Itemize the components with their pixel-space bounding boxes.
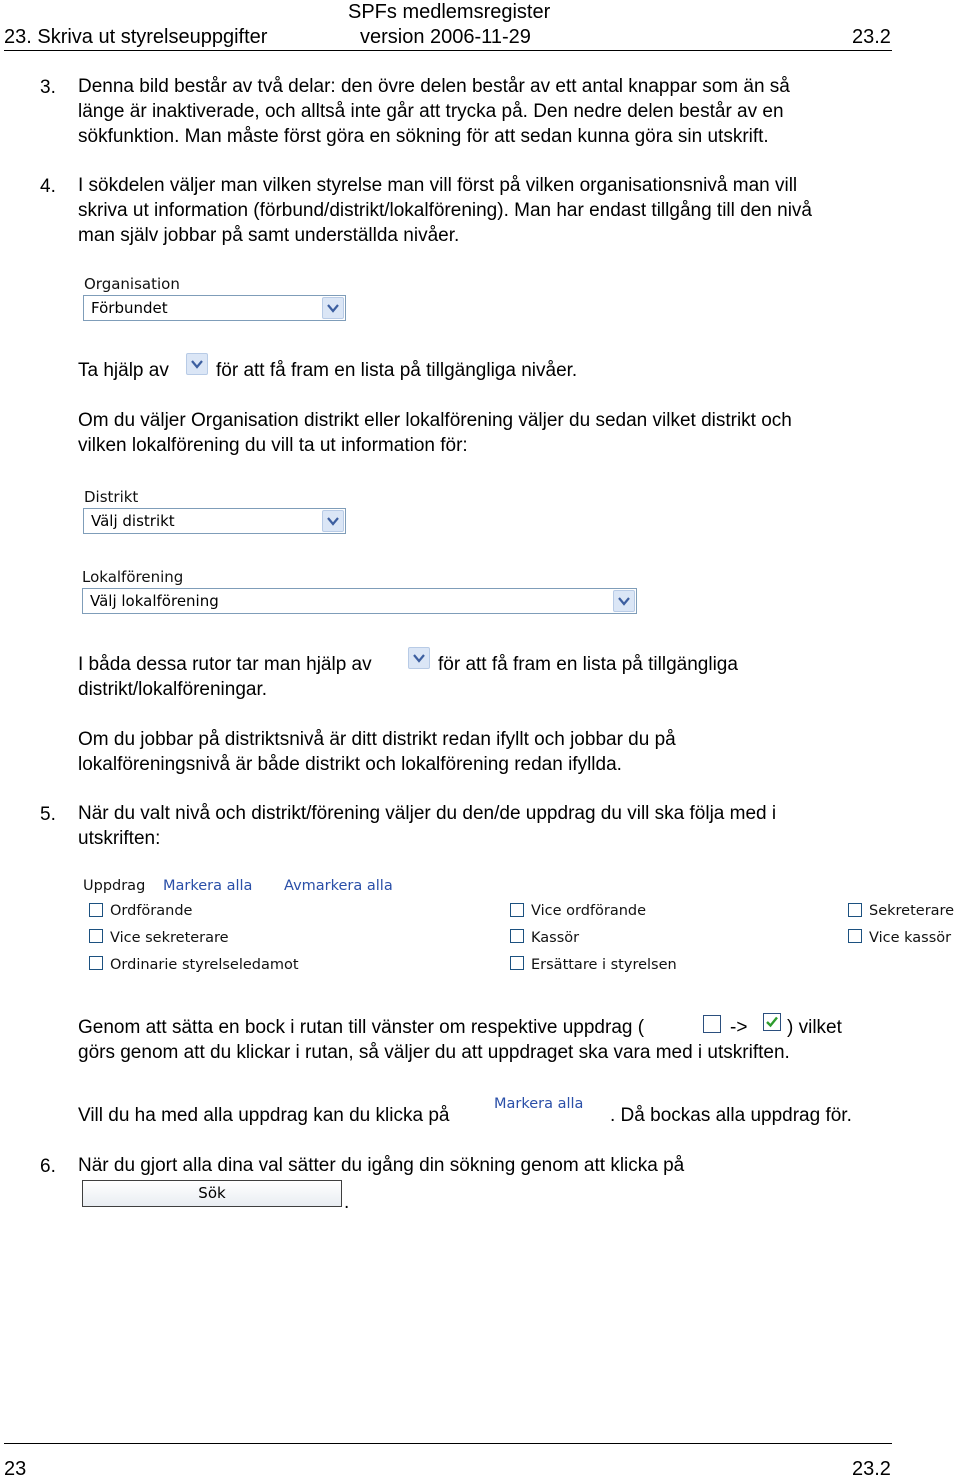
role-label-sekreterare: Sekreterare [869,903,955,919]
check-text-arrow: -> [730,1017,748,1038]
footer-chapter-number: 23 [4,1458,27,1480]
lokalforening-dropdown-button[interactable] [613,590,635,612]
lokalforening-select-value: Välj lokalförening [90,592,219,610]
chevron-down-icon [413,654,425,663]
step3-line-2: länge är inaktiverade, och alltså inte går att trycka på. Den nedre delen består av en [78,101,784,122]
both-text-line-2: distrikt/lokalföreningar. [78,679,268,700]
footer-rule [4,1443,892,1444]
check-text-after: ) vilket [787,1017,842,1038]
step3-line-3: sökfunktion. Man måste först göra en sökning för att sedan kunna göra sin utskrift. [78,126,769,147]
checkbox-ordforande[interactable] [89,903,103,917]
all-text-before: Vill du ha med alla uppdrag kan du klicka på [78,1105,450,1126]
step6-line-1: När du gjort alla dina val sätter du igång din sökning genom att klicka på [78,1155,685,1176]
step-number-3: 3. [40,77,56,98]
step6-trailing-period: . [344,1192,350,1213]
checkbox-kassor[interactable] [510,929,524,943]
header-chapter-title: 23. Skriva ut styrelseuppgifter [4,26,268,48]
chevron-down-icon [191,360,203,369]
avmarkera-alla-link[interactable]: Avmarkera alla [284,878,393,894]
checkbox-checked-icon [763,1013,781,1031]
step-number-4: 4. [40,176,56,197]
check-text-line-2: görs genom att du klickar i rutan, så väljer du att uppdraget ska vara med i utskriften. [78,1042,790,1063]
organisation-select[interactable] [83,295,346,321]
step4-para2-line-1: Om du väljer Organisation distrikt eller lokalförening väljer du sedan vilket distrikt och [78,410,792,431]
step4-line-3: man själv jobbar på samt underställda nivåer. [78,225,460,246]
step4-para3-line-2: lokalföreningsnivå är både distrikt och lokalförening redan ifyllda. [78,754,622,775]
checkbox-ordinarie-styrelseledamot[interactable] [89,956,103,970]
inline-dropdown-button-icon-2 [408,647,430,669]
step5-line-2: utskriften: [78,828,161,849]
both-text-after: för att få fram en lista på tillgängliga [438,654,738,675]
role-label-kassor: Kassör [531,930,580,946]
organisation-select-value: Förbundet [91,299,168,317]
header-document-title: SPFs medlemsregister [348,1,551,23]
lokalforening-label: Lokalförening [82,568,184,586]
inline-markera-alla-link: Markera alla [494,1096,584,1112]
uppdrag-label: Uppdrag [83,878,146,894]
step-number-6: 6. [40,1156,56,1177]
chevron-down-icon [327,304,339,313]
step4-para2-line-2: vilken lokalförening du vill ta ut information för: [78,435,468,456]
sok-button[interactable] [82,1180,342,1207]
checkbox-sekreterare[interactable] [848,903,862,917]
header-version: version 2006-11-29 [360,26,531,48]
chevron-down-icon [618,597,630,606]
check-text-before: Genom att sätta en bock i rutan till vänster om respektive uppdrag ( [78,1017,645,1038]
header-rule [4,50,892,51]
checkbox-vice-sekreterare[interactable] [89,929,103,943]
role-label-ersattare-i-styrelsen: Ersättare i styrelsen [531,957,677,973]
header-page-number: 23.2 [852,26,891,48]
chevron-down-icon [327,517,339,526]
help-text-after: för att få fram en lista på tillgängliga nivåer. [216,360,578,381]
step4-para3-line-1: Om du jobbar på distriktsnivå är ditt distrikt redan ifyllt och jobbar du på [78,729,676,750]
inline-dropdown-button-icon [186,353,208,375]
distrikt-select[interactable] [83,508,346,534]
help-text-before: Ta hjälp av [78,360,169,381]
role-label-vice-kassor: Vice kassör [869,930,952,946]
step5-line-1: När du valt nivå och distrikt/förening väljer du den/de uppdrag du vill ska följa med i [78,803,777,824]
role-label-ordinarie-styrelseledamot: Ordinarie styrelseledamot [110,957,299,973]
distrikt-dropdown-button[interactable] [322,510,344,532]
role-label-vice-ordforande: Vice ordförande [531,903,647,919]
organisation-label: Organisation [84,275,180,293]
step-number-5: 5. [40,804,56,825]
footer-page-number: 23.2 [852,1458,891,1480]
sok-button-label: Sök [198,1184,226,1202]
step3-line-1: Denna bild består av två delar: den övre delen består av ett antal knappar som än så [78,76,790,97]
both-text-before: I båda dessa rutor tar man hjälp av [78,654,372,675]
all-text-after: . Då bockas alla uppdrag för. [610,1105,852,1126]
role-label-ordforande: Ordförande [110,903,193,919]
checkbox-vice-kassor[interactable] [848,929,862,943]
organisation-dropdown-button[interactable] [322,297,344,319]
step4-line-2: skriva ut information (förbund/distrikt/lokalförening). Man har endast tillgång till den nivå [78,200,812,221]
distrikt-select-value: Välj distrikt [91,512,175,530]
checkbox-vice-ordforande[interactable] [510,903,524,917]
markera-alla-link[interactable]: Markera alla [163,878,253,894]
lokalforening-select[interactable] [82,588,637,614]
role-label-vice-sekreterare: Vice sekreterare [110,930,229,946]
step4-line-1: I sökdelen väljer man vilken styrelse man vill först på vilken organisationsnivå man vill [78,175,798,196]
checkbox-empty-icon [703,1015,721,1033]
distrikt-label: Distrikt [84,488,139,506]
checkbox-ersattare-i-styrelsen[interactable] [510,956,524,970]
